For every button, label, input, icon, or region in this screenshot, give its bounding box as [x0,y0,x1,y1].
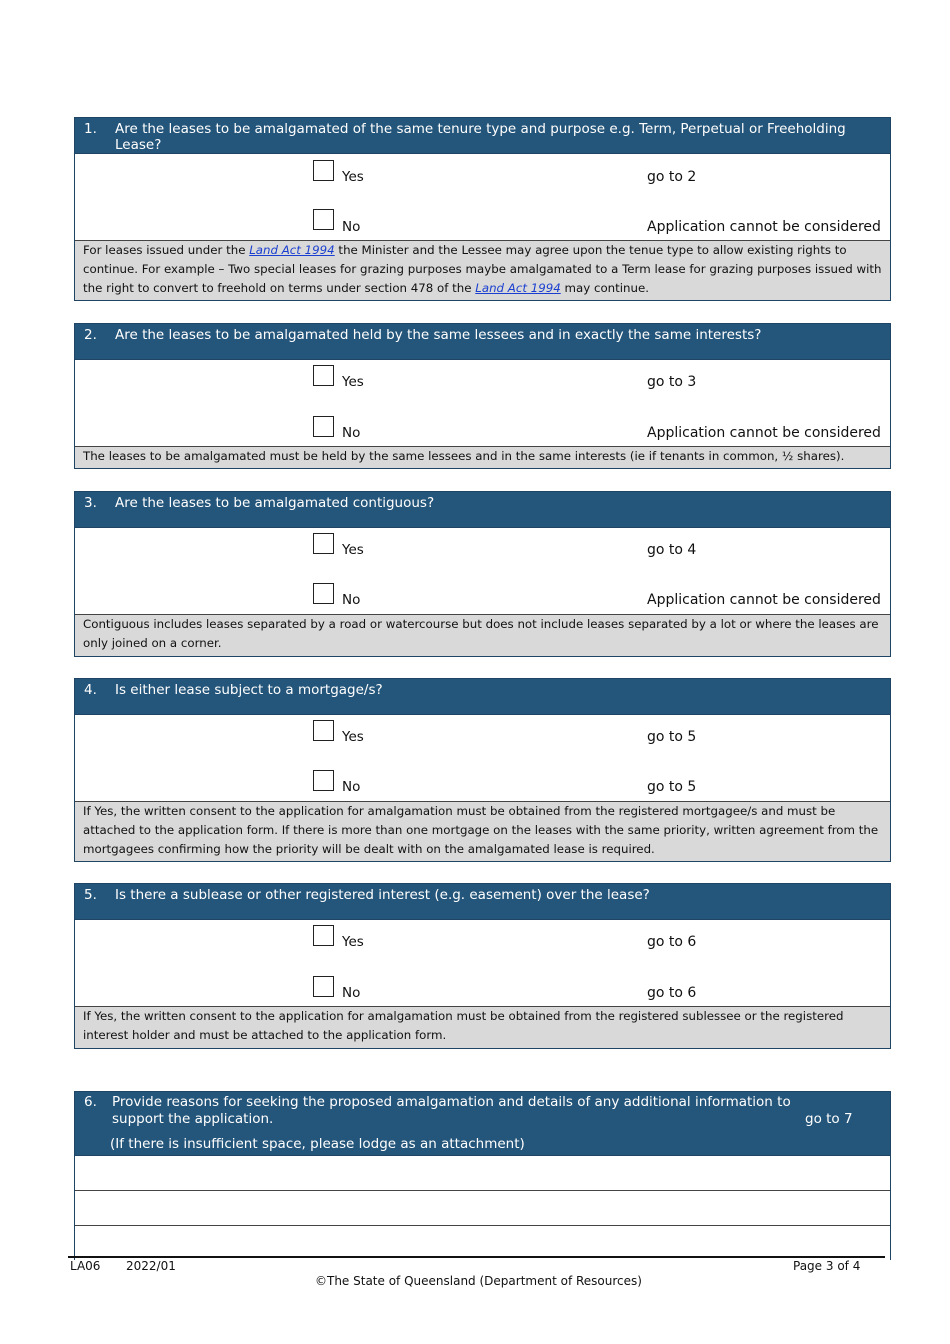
question-number: 2. [84,327,97,343]
question-6-header [75,1092,890,1156]
question-3-section [74,491,891,657]
question-5-note: If Yes, the written consent to the application for amalgamation must be obtained from the registered sublessee or the registered interest holder and must be attached to the application form. [75,1007,890,1048]
question-4-options [75,715,890,802]
question-2-section [74,323,891,469]
question-3-options [75,528,890,615]
question-1-header [75,118,890,154]
question-number: 3. [84,495,97,511]
no-goto: go to 5 [647,779,697,795]
copyright: ©The State of Queensland (Department of Resources) [315,1274,642,1288]
no-checkbox[interactable] [313,976,334,997]
no-checkbox[interactable] [313,416,334,437]
yes-label: Yes [342,729,364,745]
no-label: No [342,219,361,235]
no-label: No [342,985,361,1001]
answer-line-1[interactable] [75,1156,890,1191]
question-5-header [75,884,890,920]
note-text: the Minister and the Lessee may agree upon the tenue type to allow existing rights to continue. For example – Two special leases for grazing purposes maybe amalgamated to a Term lease for grazing purposes issued with the right to convert to freehold on terms under section 478 of the [83,243,882,295]
yes-label: Yes [342,542,364,558]
no-goto: Application cannot be considered [647,219,881,235]
yes-goto: go to 4 [647,542,697,558]
footer-rule [68,1256,885,1258]
question-text: Is either lease subject to a mortgage/s? [115,682,383,698]
answer-line-2[interactable] [75,1191,890,1226]
question-number: 1. [84,121,97,137]
question-1-options [75,154,890,241]
no-goto: go to 6 [647,985,697,1001]
no-label: No [342,779,361,795]
yes-goto: go to 3 [647,374,697,390]
no-goto: Application cannot be considered [647,425,881,441]
question-number: 5. [84,887,97,903]
question-4-note: If Yes, the written consent to the application for amalgamation must be obtained from the registered mortgagee/s and must be attached to the application form. If there is more than one mortgage on the leases with the same priority, written agreement from the mortgagees confirming how the priority will be dealt with on the amalgamated lease is required. [75,802,890,861]
yes-goto: go to 2 [647,169,697,185]
question-number: 6. [84,1094,97,1110]
note-text: may continue. [560,281,650,295]
yes-goto: go to 6 [647,934,697,950]
form-version: 2022/01 [126,1259,176,1273]
yes-label: Yes [342,374,364,390]
no-label: No [342,425,361,441]
question-5-section [74,883,891,1049]
question-1-note [75,241,890,300]
yes-checkbox[interactable] [313,533,334,554]
form-code: LA06 [70,1259,101,1273]
question-6-section [74,1091,891,1260]
yes-label: Yes [342,934,364,950]
land-act-link[interactable]: Land Act 1994 [475,281,561,295]
yes-checkbox[interactable] [313,925,334,946]
question-hint: (If there is insufficient space, please lodge as an attachment) [110,1136,525,1152]
answer-line-3[interactable] [75,1226,890,1260]
question-5-options [75,920,890,1007]
yes-checkbox[interactable] [313,720,334,741]
question-2-note: The leases to be amalgamated must be held by the same lessees and in the same interests (ie if tenants in common, ½ shares). [75,447,890,468]
yes-goto: go to 5 [647,729,697,745]
question-4-section [74,678,891,862]
question-2-header [75,324,890,360]
question-text: Are the leases to be amalgamated contiguous? [115,495,435,511]
no-checkbox[interactable] [313,770,334,791]
question-text: Are the leases to be amalgamated held by the same lessees and in exactly the same interests? [115,327,762,343]
yes-label: Yes [342,169,364,185]
question-text: Provide reasons for seeking the proposed amalgamation and details of any additional information to support the application. [112,1094,791,1127]
note-text: For leases issued under the [83,243,250,257]
question-4-header [75,679,890,715]
question-1-section [74,117,891,301]
no-checkbox[interactable] [313,583,334,604]
question-3-note: Contiguous includes leases separated by a road or watercourse but does not include leases separated by a lot or where the leases are only joined on a corner. [75,615,890,656]
question-3-header [75,492,890,528]
land-act-link[interactable]: Land Act 1994 [249,243,335,257]
question-goto: go to 7 [805,1111,853,1127]
no-goto: Application cannot be considered [647,592,881,608]
page-number: Page 3 of 4 [793,1259,861,1273]
no-label: No [342,592,361,608]
question-text: Are the leases to be amalgamated of the same tenure type and purpose e.g. Term, Perpetual or Freeholding Lease? [115,121,846,153]
no-checkbox[interactable] [313,209,334,230]
question-text: Is there a sublease or other registered interest (e.g. easement) over the lease? [115,887,650,903]
yes-checkbox[interactable] [313,365,334,386]
question-2-options [75,360,890,447]
yes-checkbox[interactable] [313,160,334,181]
question-number: 4. [84,682,97,698]
